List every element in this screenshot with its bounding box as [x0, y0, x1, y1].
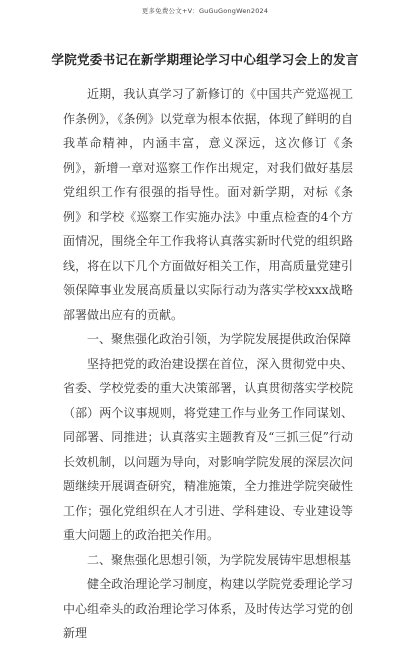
paragraph-section-1: 坚持把党的政治建设摆在首位，深入贯彻党中央、省委、学校党委的重大决策部署，认真贯彻落实学校院（部）两个议事规则，将党建工作与业务工作同谋划、同部署、同推进；认真落实主题教育及“三抓三促”行动长效机制，以问题为导向，对影响学院发展的深层次问题继续开展调查研究，精准施策，全力推进学院突破性工作；强化党组织在人才引进、学科建设、专业建设等重大问题上的政治把关作用。 — [63, 356, 353, 542]
paragraph-section-2: 健全政治理论学习制度，构建以学院党委理论学习中心组牵头的政治理论学习体系，及时传达学习党的创新理 — [63, 577, 353, 640]
section-heading-2: 二、聚焦强化思想引领，为学院发展铸牢思想根基 — [87, 552, 352, 567]
header-note: 更多免费公文+V：GuGuGongWen2024 — [141, 7, 269, 15]
document-title: 学院党委书记在新学期理论学习中心组学习会上的发言 — [51, 52, 359, 67]
paragraph-intro: 近期，我认真学习了新修订的《中国共产党巡视工作条例》，《条例》以党章为根本依据，体现了鲜明的自我革命精神，内涵丰富，意义深远，这次修订《条例》，新增一章对巡察工作作出规定，对我们做好基层党组织工作有很强的指导性。面对新学期，对标《条例》和学校《巡察工作实施办法》中重点检查的4个方面情况，围绕全年工作我将认真落实新时代党的组织路线，将在以下几个方面做好相关工作，用高质量党建引领保障事业发展高质量以实际行动为落实学校xxx战略部署做出应有的贡献。 — [63, 87, 353, 322]
section-heading-1: 一、聚焦强化政治引领，为学院发展提供政治保障 — [87, 332, 352, 346]
document-body — [63, 82, 353, 646]
